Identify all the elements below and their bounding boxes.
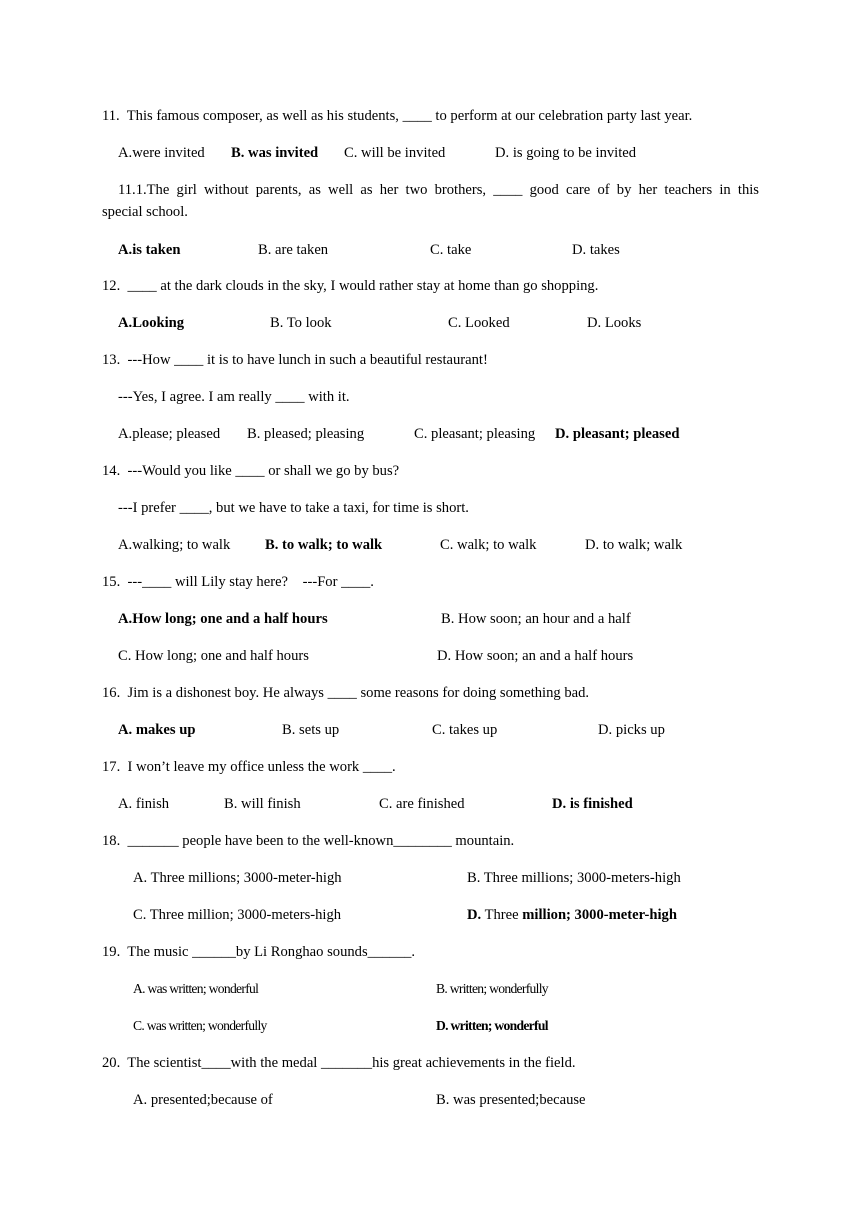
q16-option-a-answer: A. makes up: [118, 722, 196, 738]
question-12-stem: 12. ____ at the dark clouds in the sky, I would rather stay at home than go shopping.: [102, 278, 599, 294]
q20-option-b: B. was presented;because: [436, 1092, 586, 1108]
question-19-stem: 19. The music ______by Li Ronghao sounds______.: [102, 944, 416, 960]
q19-option-c: C. was written; wonderfully: [133, 1018, 267, 1033]
question-16-stem: 16. Jim is a dishonest boy. He always ____ some reasons for doing something bad.: [102, 685, 590, 701]
q14-option-a: A.walking; to walk: [118, 537, 231, 553]
q15-option-b: B. How soon; an hour and a half: [441, 611, 631, 627]
q12-option-b: B. To look: [270, 315, 332, 331]
q18-option-d-mid: Three: [481, 907, 523, 923]
q20-option-a: A. presented;because of: [133, 1092, 273, 1108]
question-11-1-stem-line1: 11.1.The girl without parents, as well as her two brothers, ____ good care of by her teachers in this: [118, 182, 759, 198]
q18-option-d-rest: million; 3000-meter-high: [522, 907, 677, 923]
q12-option-a-answer: A.Looking: [118, 315, 185, 331]
q16-option-b: B. sets up: [282, 722, 340, 738]
q17-option-a: A. finish: [118, 796, 170, 812]
question-17-stem: 17. I won’t leave my office unless the work ____.: [102, 759, 396, 775]
q15-option-a-answer: A.How long; one and a half hours: [118, 611, 328, 627]
q16-option-d: D. picks up: [598, 722, 665, 738]
q13-option-c: C. pleasant; pleasing: [414, 426, 536, 442]
question-20-stem: 20. The scientist____with the medal _______his great achievements in the field.: [102, 1055, 576, 1071]
q14-option-c: C. walk; to walk: [440, 537, 537, 553]
q17-option-c: C. are finished: [379, 796, 465, 812]
q17-option-b: B. will finish: [224, 796, 301, 812]
q15-option-d: D. How soon; an and a half hours: [437, 648, 634, 664]
q11-option-a: A.were invited: [118, 145, 205, 161]
q12-option-d: D. Looks: [587, 315, 642, 331]
question-11-stem: 11. This famous composer, as well as his students, ____ to perform at our celebration party last year.: [102, 108, 693, 124]
q19-option-d-answer: D. written; wonderful: [436, 1018, 548, 1033]
q14-option-b-answer: B. to walk; to walk: [265, 537, 383, 553]
q19-option-a: A. was written; wonderful: [133, 981, 259, 996]
q11-option-d: D. is going to be invited: [495, 145, 637, 161]
q11-1-option-d: D. takes: [572, 242, 620, 258]
q17-option-d-answer: D. is finished: [552, 796, 633, 812]
q18-option-c: C. Three million; 3000-meters-high: [133, 907, 342, 923]
question-14-stem-line2: ---I prefer ____, but we have to take a taxi, for time is short.: [118, 500, 469, 516]
q11-option-b-answer: B. was invited: [231, 145, 319, 161]
q12-option-c: C. Looked: [448, 315, 510, 331]
q19-option-b: B. written; wonderfully: [436, 981, 548, 996]
q15-option-c: C. How long; one and half hours: [118, 648, 309, 664]
question-18-stem: 18. _______ people have been to the well-known________ mountain.: [102, 833, 515, 849]
q13-option-b: B. pleased; pleasing: [247, 426, 365, 442]
q18-option-a: A. Three millions; 3000-meter-high: [133, 870, 342, 886]
q13-option-a: A.please; pleased: [118, 426, 221, 442]
question-15-stem: 15. ---____ will Lily stay here? ---For ____.: [102, 574, 374, 590]
q11-1-option-b: B. are taken: [258, 242, 329, 258]
q18-option-d-letter: D.: [467, 907, 482, 923]
question-14-stem-line1: 14. ---Would you like ____ or shall we go by bus?: [102, 463, 400, 479]
q18-option-b: B. Three millions; 3000-meters-high: [467, 870, 681, 886]
q11-option-c: C. will be invited: [344, 145, 446, 161]
question-11-1-stem-line2: special school.: [102, 204, 188, 220]
question-13-stem-line2: ---Yes, I agree. I am really ____ with it.: [118, 389, 350, 405]
q16-option-c: C. takes up: [432, 722, 498, 738]
q14-option-d: D. to walk; walk: [585, 537, 683, 553]
q11-1-option-a-answer: A.is taken: [118, 242, 181, 258]
question-13-stem-line1: 13. ---How ____ it is to have lunch in such a beautiful restaurant!: [102, 352, 488, 368]
q18-option-d-answer: [467, 905, 677, 925]
q11-1-option-c: C. take: [430, 242, 472, 258]
q13-option-d-answer: D. pleasant; pleased: [555, 426, 680, 442]
